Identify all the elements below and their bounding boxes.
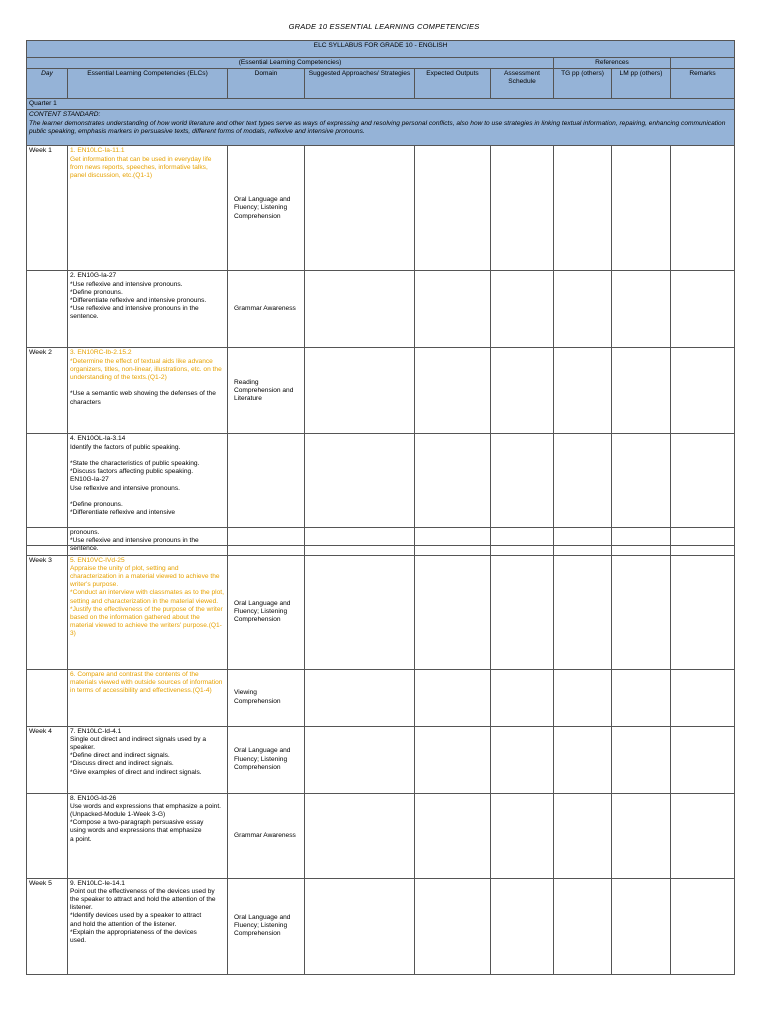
competency-line: EN10G-Ia-27	[70, 476, 109, 484]
empty-cell	[671, 146, 735, 271]
elc-table-part-1	[26, 40, 735, 546]
competency-line: pronouns.	[70, 529, 100, 536]
empty-cell	[415, 146, 491, 271]
empty-cell	[554, 146, 612, 271]
page1-rows	[27, 146, 735, 546]
competency-line: Get information that can be used in everyday life from news reports, speeches, informative talks, panel discussion, etc.(Q1-1)	[70, 155, 212, 180]
competency-line: *Discuss factors affecting public speaking.	[70, 468, 194, 476]
empty-cell	[305, 146, 415, 271]
col-schedule: Assessment Schedule	[491, 69, 554, 99]
competency-line: Single out direct and indirect signals used by a speaker.	[70, 735, 206, 752]
empty-cell	[671, 271, 735, 348]
empty-cell	[415, 669, 491, 726]
competency-line: sentence.	[70, 313, 99, 321]
empty-cell	[415, 726, 491, 793]
competency-line: *Define pronouns.	[70, 501, 123, 509]
competency-code: 5. EN10VC-IVd-25	[70, 556, 125, 564]
competency-line: *State the characteristics of public speaking.	[70, 460, 200, 468]
competency-code: 2. EN10G-Ia-27	[70, 272, 117, 280]
competency-line: *Justify the effectiveness of the purpose of the writer based on the information gathered about the material viewed to achieve the writers' purpose.(Q1-3)	[70, 605, 223, 638]
empty-cell	[612, 146, 671, 271]
week-cell	[27, 528, 68, 556]
competency-cell	[68, 528, 228, 556]
empty-cell	[305, 271, 415, 348]
empty-cell	[671, 669, 735, 726]
empty-cell	[491, 793, 554, 878]
week-cell	[27, 793, 68, 878]
competency-line	[70, 452, 225, 460]
content-standard-text: The learner demonstrates understanding of how world literature and other text types serve as ways of expressing and resolving personal conflicts, also how to use strategies in linking textual information, repairing, enhancing communication public speaking, emphasis markers in persuasive texts, different forms of modals, reflexive and intensive pronouns.	[29, 119, 726, 135]
empty-cell	[491, 555, 554, 669]
empty-cell	[305, 726, 415, 793]
competency-line: Use reflexive and intensive pronouns.	[70, 484, 180, 492]
competency-line: *Identify devices used by a speaker to attract	[70, 912, 202, 920]
competency-cell	[68, 555, 228, 669]
table-row	[27, 348, 735, 434]
competency-line: *Conduct an interview with classmates as to the plot, setting and characterization in the material viewed.	[70, 589, 224, 605]
competency-cell	[68, 146, 228, 271]
table-row	[27, 726, 735, 793]
table-row	[27, 271, 735, 348]
competency-line: and hold the attention of the listener.	[70, 920, 177, 928]
competency-line	[70, 493, 225, 501]
empty-cell	[554, 878, 612, 974]
references-header: References	[554, 58, 671, 69]
competency-line: *Give examples of direct and indirect signals.	[70, 768, 202, 776]
col-approaches: Suggested Approaches/ Strategies	[305, 69, 415, 99]
domain-cell: Oral Language and Fluency; Listening Comprehension	[228, 555, 305, 669]
competency-cell	[68, 726, 228, 793]
col-outputs: Expected Outputs	[415, 69, 491, 99]
col-elc: Essential Learning Competencies (ELCs)	[68, 69, 228, 99]
competency-line: *Differentiate reflexive and intensive pronouns.	[70, 297, 207, 305]
competency-code: 1. EN10LC-Ia-11.1	[70, 147, 125, 155]
competency-code: 6. Compare and contrast the contents of the materials viewed with outside sources of information in terms of accessibility and effectiveness.(Q1-4)	[70, 670, 223, 695]
col-day: Day	[27, 69, 68, 99]
domain-cell: Oral Language and Fluency; Listening Comprehension	[228, 726, 305, 793]
empty-cell	[554, 669, 612, 726]
competency-line: *Use reflexive and intensive pronouns.	[70, 280, 183, 288]
empty-cell	[554, 348, 612, 434]
empty-cell	[671, 555, 735, 669]
empty-cell	[491, 669, 554, 726]
page-title: GRADE 10 ESSENTIAL LEARNING COMPETENCIES	[288, 22, 480, 31]
empty-cell	[554, 793, 612, 878]
col-tg: TG pp (others)	[554, 69, 612, 99]
page2-rows	[27, 528, 735, 975]
empty-cell	[671, 726, 735, 793]
competency-cell	[68, 878, 228, 974]
week-cell: Week 2	[27, 348, 68, 434]
empty-cell	[554, 271, 612, 348]
empty-cell	[491, 271, 554, 348]
competency-cell	[68, 348, 228, 434]
domain-cell: Reading Comprehension and Literature	[228, 348, 305, 434]
competency-line: *Define direct and indirect signals.	[70, 752, 170, 760]
empty-cell	[612, 528, 671, 556]
competency-line: using words and expressions that emphasize	[70, 827, 202, 835]
content-standard	[27, 110, 735, 146]
domain-cell	[228, 528, 305, 556]
empty-cell	[554, 555, 612, 669]
domain-cell: Oral Language and Fluency; Listening Comprehension	[228, 878, 305, 974]
competency-line: a point.	[70, 835, 92, 843]
content-standard-label: CONTENT STANDARD:	[29, 111, 101, 119]
competency-line: (Unpacked-Module 1-Week 3-G)	[70, 811, 166, 819]
competency-line: *Differentiate reflexive and intensive	[70, 509, 176, 517]
empty-cell	[671, 348, 735, 434]
elc-group-header: (Essential Learning Competencies)	[27, 58, 554, 69]
syllabus-title: ELC SYLLABUS FOR GRADE 10 - ENGLISH	[27, 41, 735, 58]
table-row	[27, 528, 735, 556]
week-cell: Week 4	[27, 726, 68, 793]
competency-line: *Define pronouns.	[70, 288, 123, 296]
domain-cell: Grammar Awareness	[228, 793, 305, 878]
empty-cell	[415, 555, 491, 669]
competency-code: 7. EN10LC-Id-4.1	[70, 727, 122, 735]
week-cell: Week 5	[27, 878, 68, 974]
empty-cell	[305, 528, 415, 556]
competency-line: Use words and expressions that emphasize a point.	[70, 802, 222, 810]
competency-line: *Determine the effect of textual aids like advance organizers, titles, non-linear, illustrations, etc. on the understanding of the texts.(Q1-2)	[70, 357, 222, 382]
competency-code: 8. EN10G-Id-26	[70, 794, 117, 802]
competency-cell	[68, 271, 228, 348]
table-row	[27, 878, 735, 974]
empty-cell	[491, 726, 554, 793]
empty-cell	[491, 528, 554, 556]
table-row	[27, 146, 735, 271]
empty-cell	[415, 271, 491, 348]
empty-cell	[671, 528, 735, 556]
empty-cell	[415, 878, 491, 974]
empty-cell	[415, 528, 491, 556]
competency-line: *Discuss direct and indirect signals.	[70, 760, 174, 768]
quarter-label: Quarter 1	[27, 99, 735, 110]
empty-cell	[612, 555, 671, 669]
col-domain: Domain	[228, 69, 305, 99]
competency-line: *Compose a two-paragraph persuasive essay	[70, 819, 204, 827]
empty-cell	[305, 348, 415, 434]
empty-cell	[612, 878, 671, 974]
empty-cell	[491, 146, 554, 271]
empty-cell	[554, 528, 612, 556]
empty-cell	[612, 271, 671, 348]
empty-cell	[612, 348, 671, 434]
empty-cell	[554, 726, 612, 793]
domain-cell: Oral Language and Fluency; Listening Comprehension	[228, 146, 305, 271]
competency-line: Appraise the unity of plot, setting and characterization in a material viewed to achieve the writer's purpose.	[70, 564, 220, 589]
competency-cell	[68, 669, 228, 726]
empty-cell	[612, 669, 671, 726]
table-row	[27, 555, 735, 669]
competency-code: 9. EN10LC-Ie-14.1	[70, 879, 125, 887]
week-cell	[27, 669, 68, 726]
empty-cell	[612, 726, 671, 793]
competency-line: used.	[70, 937, 87, 945]
col-remarks: Remarks	[671, 69, 735, 99]
domain-cell: Viewing Comprehension	[228, 669, 305, 726]
empty-cell	[305, 669, 415, 726]
empty-cell	[305, 793, 415, 878]
table-row	[27, 793, 735, 878]
competency-code: 3. EN10RC-Ib-2.15.2	[70, 349, 132, 357]
empty-cell	[612, 793, 671, 878]
week-cell	[27, 271, 68, 348]
competency-code: 4. EN10OL-Ia-3.14	[70, 435, 126, 443]
empty-cell	[305, 555, 415, 669]
empty-cell	[671, 878, 735, 974]
empty-cell	[671, 793, 735, 878]
empty-cell	[415, 793, 491, 878]
competency-line: *Use reflexive and intensive pronouns in the	[70, 305, 199, 313]
week-cell: Week 3	[27, 555, 68, 669]
empty-cell	[415, 348, 491, 434]
competency-extra: *Use a semantic web showing the defenses of the characters	[70, 390, 216, 406]
competency-line: *Explain the appropriateness of the devices	[70, 928, 197, 936]
competency-line: Identify the factors of public speaking.	[70, 443, 181, 451]
week-cell: Week 1	[27, 146, 68, 271]
table-row	[27, 669, 735, 726]
empty-cell	[305, 878, 415, 974]
domain-cell: Grammar Awareness	[228, 271, 305, 348]
col-lm: LM pp (others)	[612, 69, 671, 99]
competency-line: Point out the effectiveness of the devices used by the speaker to attract and hold the attention of the listener.	[70, 887, 216, 912]
empty-cell	[491, 348, 554, 434]
elc-table-part-2	[26, 527, 735, 975]
competency-cell	[68, 793, 228, 878]
competency-line: *Use reflexive and intensive pronouns in the sentence.	[70, 537, 199, 553]
empty-cell	[491, 878, 554, 974]
